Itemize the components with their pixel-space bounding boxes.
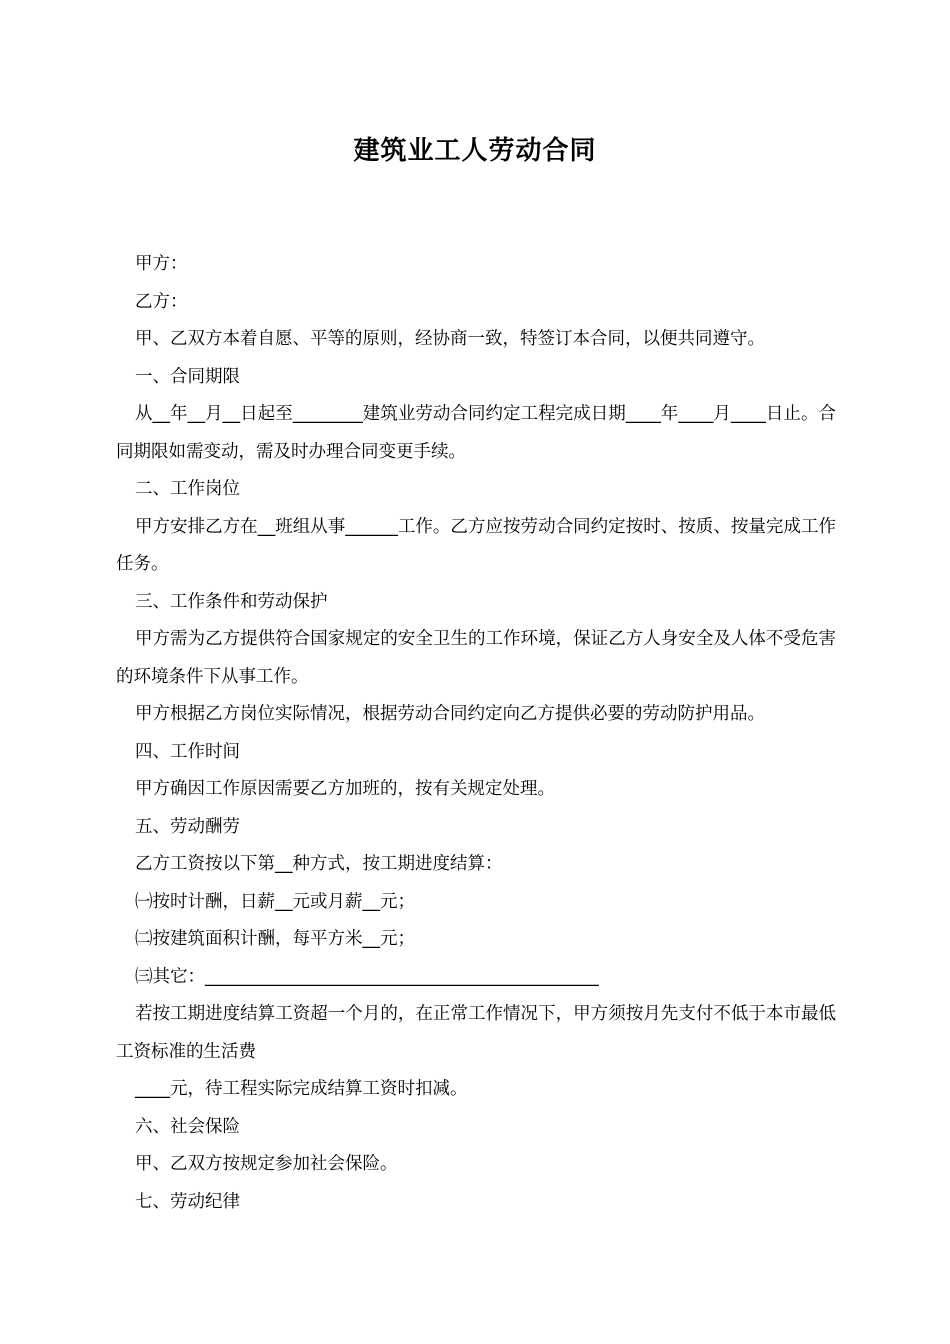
- pay-option-1: ㈠按时计酬，日薪__元或月薪__元；: [135, 891, 415, 912]
- term-paragraph: 从__年__月__日起至________建筑业劳动合同约定工程完成日期____年____月____日止。合同期限如需变动，需及时办理合同变更手续。: [116, 404, 836, 462]
- position-paragraph: 甲方安排乙方在__班组从事______工作。乙方应按劳动合同约定按时、按质、按量完成工作任务。: [116, 516, 836, 574]
- conditions-paragraph-2: 甲方根据乙方岗位实际情况，根据劳动合同约定向乙方提供必要的劳动防护用品。: [135, 704, 765, 724]
- living-allowance-amount: ____元，待工程实际完成结算工资时扣减。: [135, 1079, 468, 1099]
- section-heading-conditions: 三、工作条件和劳动保护: [135, 591, 328, 612]
- party-a-line: 甲方：: [135, 254, 188, 274]
- party-b-line: 乙方：: [135, 291, 188, 312]
- hours-paragraph: 甲方确因工作原因需要乙方加班的，按有关规定处理。: [135, 779, 555, 799]
- section-heading-insurance: 六、社会保险: [135, 1116, 240, 1137]
- document-body: [116, 246, 836, 1221]
- document-title: 建筑业工人劳动合同: [353, 136, 597, 166]
- living-allowance-paragraph: 若按工期进度结算工资超一个月的，在正常工作情况下，甲方须按月先支付不低于本市最低工资标准的生活费: [116, 1004, 836, 1062]
- section-heading-position: 二、工作岗位: [135, 479, 240, 499]
- section-heading-pay: 五、劳动酬劳: [135, 816, 240, 837]
- section-heading-hours: 四、工作时间: [135, 741, 240, 762]
- section-heading-term: 一、合同期限: [135, 366, 240, 387]
- conditions-paragraph-1: 甲方需为乙方提供符合国家规定的安全卫生的工作环境，保证乙方人身安全及人体不受危害的环境条件下从事工作。: [116, 629, 836, 687]
- pay-option-2: ㈡按建筑面积计酬，每平方米__元；: [135, 929, 415, 949]
- insurance-paragraph: 甲、乙双方按规定参加社会保险。: [135, 1154, 398, 1174]
- pay-option-3: ㈢其它：_____________________________________________: [135, 966, 599, 987]
- pay-method-paragraph: 乙方工资按以下第__种方式，按工期进度结算：: [135, 854, 503, 874]
- preamble-paragraph: 甲、乙双方本着自愿、平等的原则，经协商一致，特签订本合同，以便共同遵守。: [135, 329, 765, 349]
- section-heading-discipline: 七、劳动纪律: [135, 1191, 240, 1212]
